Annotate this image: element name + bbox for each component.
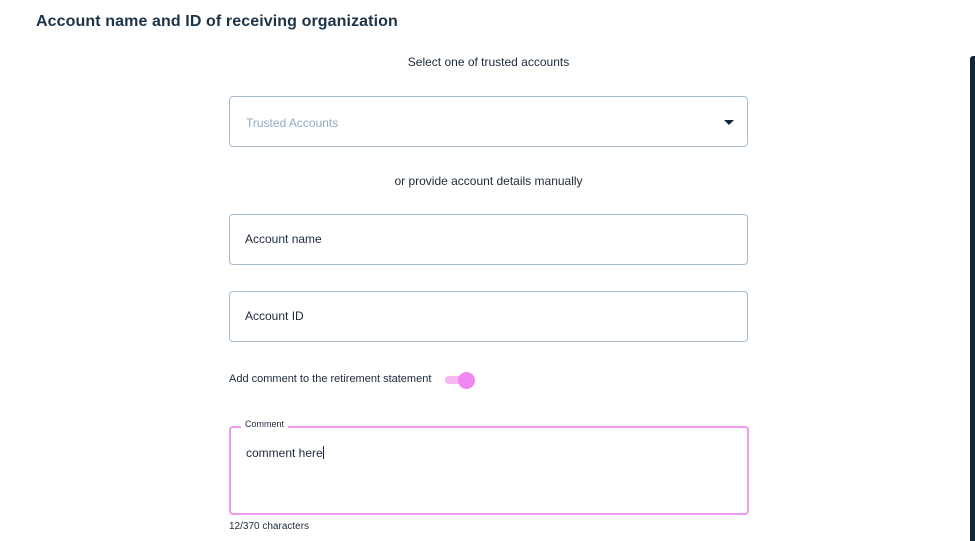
trusted-accounts-hint: Select one of trusted accounts <box>407 55 570 69</box>
comment-textarea[interactable] <box>229 419 749 515</box>
comment-toggle-label: Add comment to the retirement statement <box>229 373 432 385</box>
account-name-placeholder: Account name <box>245 232 322 246</box>
toggle-knob <box>458 372 475 389</box>
character-counter: 12/370 characters <box>229 521 310 532</box>
manual-details-hint: or provide account details manually <box>394 174 583 188</box>
chevron-down-icon[interactable] <box>724 120 734 125</box>
section-title: Account name and ID of receiving organization <box>36 13 398 30</box>
comment-toggle-switch[interactable] <box>445 372 477 388</box>
account-id-placeholder: Account ID <box>245 309 304 323</box>
account-name-field[interactable] <box>229 214 748 265</box>
text-cursor <box>323 446 324 459</box>
comment-value-text: comment here <box>246 446 323 460</box>
trusted-accounts-select[interactable] <box>229 96 748 147</box>
account-id-field[interactable] <box>229 291 748 342</box>
comment-value <box>246 446 324 460</box>
scrollbar[interactable] <box>970 56 975 541</box>
trusted-accounts-placeholder: Trusted Accounts <box>246 116 339 130</box>
comment-label: Comment <box>241 419 288 429</box>
comment-toggle-row <box>229 370 529 390</box>
